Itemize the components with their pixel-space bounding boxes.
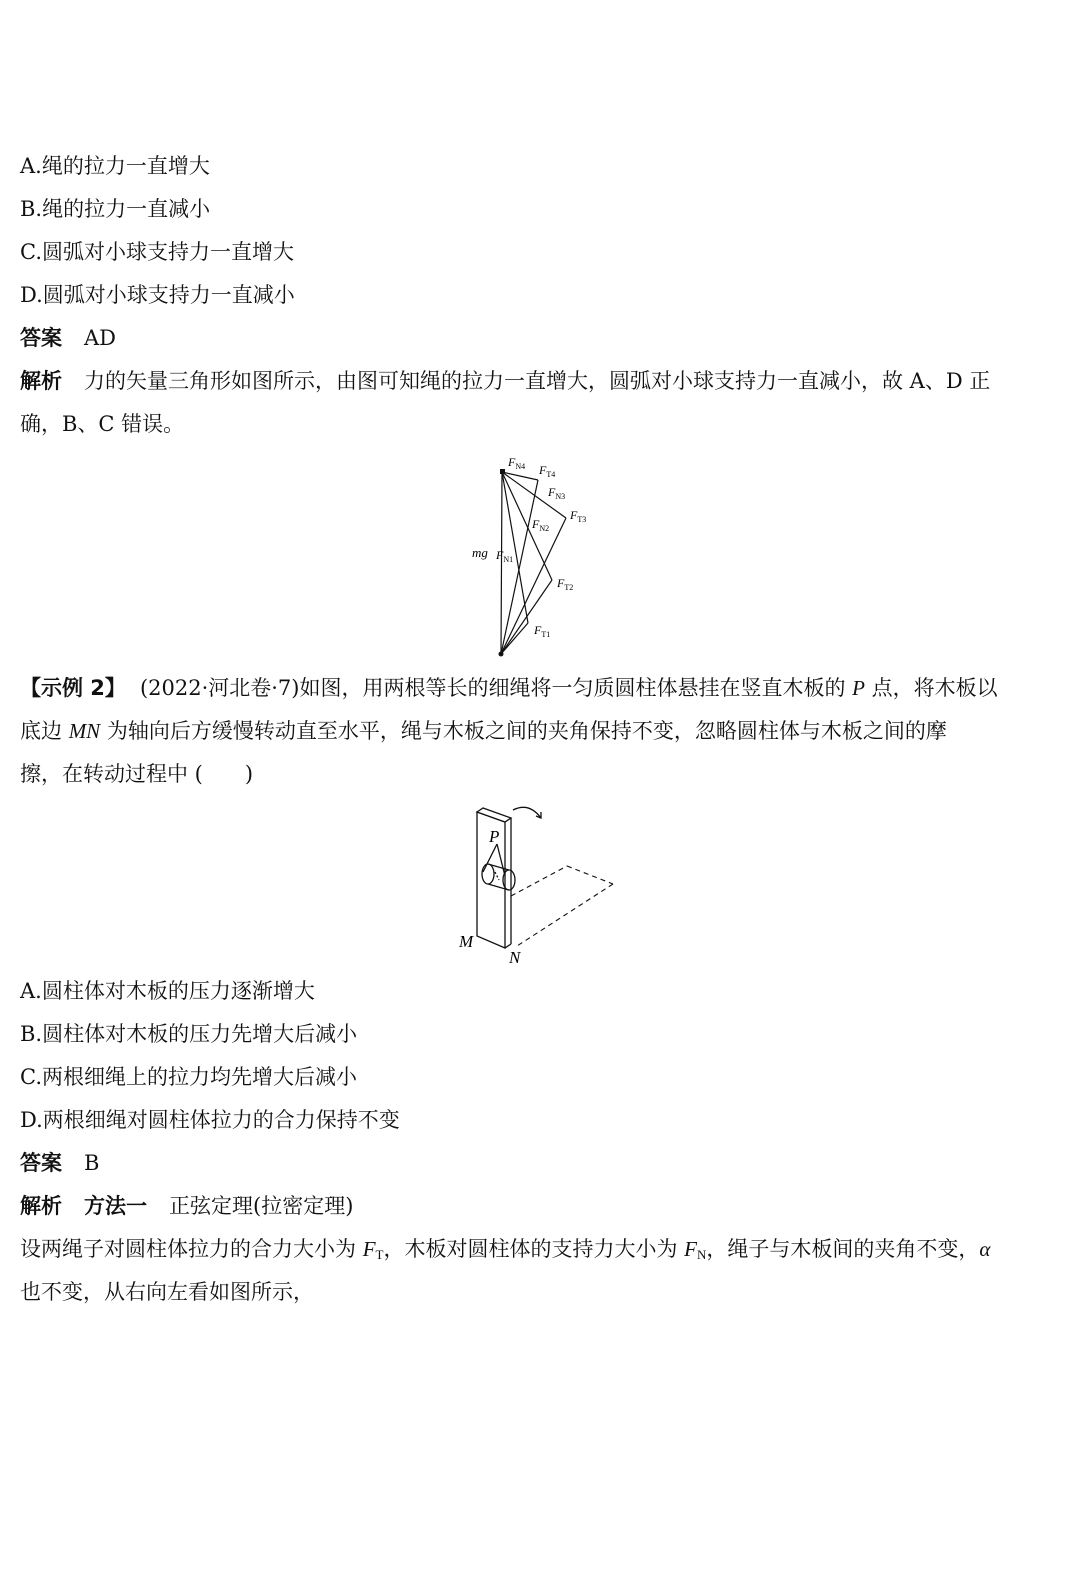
fn4-label: $F_{N4}$ <box>508 455 526 471</box>
analysis-text-cont: 确，B、C 错误。 <box>20 412 185 436</box>
analysis-text <box>20 1234 990 1270</box>
axis-mn: MN <box>68 719 101 743</box>
ft2-label: $F_{T2}$ <box>557 576 574 592</box>
label-p: P <box>489 827 500 846</box>
method-text: 正弦定理(拉密定理) <box>169 1194 354 1218</box>
label-n: N <box>509 948 521 967</box>
analysis-row <box>20 1191 353 1221</box>
board-cylinder-figure <box>455 800 625 970</box>
analysis-label: 解析 <box>20 1194 62 1218</box>
fn1-label: $F_{N1}$ <box>496 548 514 564</box>
point-p: P <box>852 676 865 700</box>
ft1-label: $F_{T1}$ <box>534 623 551 639</box>
analysis-text: 力的矢量三角形如图所示，由图可知绳的拉力一直增大，圆弧对小球支持力一直减小，故 A、D 正 <box>84 369 991 393</box>
example2-stem-line1 <box>20 673 998 703</box>
answer-label: 答案 <box>20 326 62 350</box>
analysis-label: 解析 <box>20 369 62 393</box>
method-label: 方法一 <box>84 1194 147 1218</box>
stem-text: 底边 <box>20 719 69 743</box>
option-b: B.圆柱体对木板的压力先增大后减小 <box>20 1022 358 1046</box>
symbol-fn: $F_N$ <box>684 1237 707 1262</box>
fn3-label: $F_{N3}$ <box>548 485 566 501</box>
stem-text: 如图，用两根等长的细绳将一匀质圆柱体悬挂在竖直木板的 <box>299 676 853 700</box>
answer-row <box>20 323 116 353</box>
example2-stem-line3: 擦，在转动过程中 ( ) <box>20 762 254 786</box>
option-b: B.绳的拉力一直减小 <box>20 197 211 221</box>
answer-value: AD <box>84 326 117 350</box>
ft4-label: $F_{T4}$ <box>539 463 556 479</box>
answer-row <box>20 1148 99 1178</box>
analysis-text-cont: 也不变，从右向左看如图所示， <box>20 1280 314 1304</box>
stem-text: 点，将木板以 <box>865 676 998 700</box>
fn2-label: $F_{N2}$ <box>532 517 550 533</box>
mg-label: mg <box>472 545 488 560</box>
analysis-row <box>20 366 990 396</box>
option-d: D.圆弧对小球支持力一直减小 <box>20 283 295 307</box>
ft3-label: $F_{T3}$ <box>570 508 587 524</box>
option-c: C.两根细绳上的拉力均先增大后减小 <box>20 1065 357 1089</box>
answer-value: B <box>84 1151 100 1175</box>
symbol-ft: $F_T$ <box>362 1237 384 1262</box>
stem-text: 为轴向后方缓慢转动直至水平，绳与木板之间的夹角保持不变，忽略圆柱体与木板之间的摩 <box>100 719 947 743</box>
example-tag: 【示例 2】 <box>20 676 126 700</box>
example2-stem-line2 <box>20 716 947 746</box>
option-d: D.两根细绳对圆柱体拉力的合力保持不变 <box>20 1108 400 1132</box>
text-segment: ，绳子与木板间的夹角不变， <box>706 1237 980 1261</box>
source-tag: (2022·河北卷·7) <box>139 676 300 700</box>
label-m: M <box>459 932 474 951</box>
option-c: C.圆弧对小球支持力一直增大 <box>20 240 294 264</box>
symbol-alpha: α <box>979 1237 991 1261</box>
option-a: A.绳的拉力一直增大 <box>20 154 210 178</box>
text-segment: 设两绳子对圆柱体拉力的合力大小为 <box>20 1237 363 1261</box>
force-triangle-figure <box>460 448 610 663</box>
answer-label: 答案 <box>20 1151 62 1175</box>
text-segment: ，木板对圆柱体的支持力大小为 <box>383 1237 685 1261</box>
option-a: A.圆柱体对木板的压力逐渐增大 <box>20 979 315 1003</box>
